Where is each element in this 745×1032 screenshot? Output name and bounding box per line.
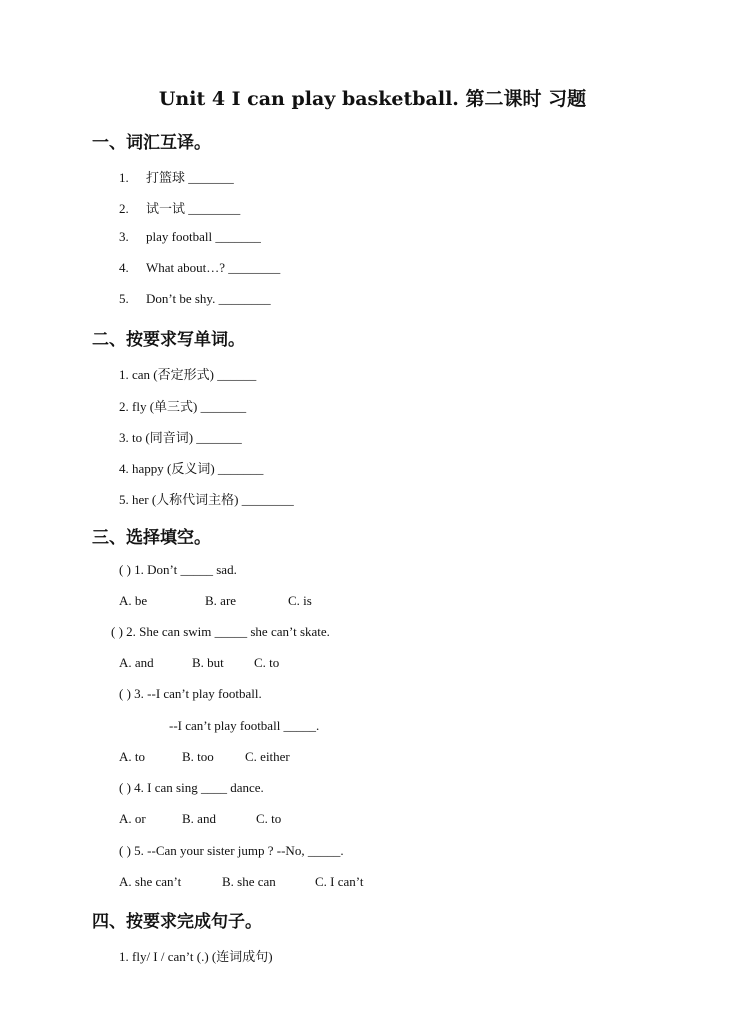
q2-option-a: A. and (119, 655, 154, 670)
section2-heading: 二、按要求写单词。 (92, 330, 245, 350)
word-item-5: 5. her (人称代词主格) ________ (119, 492, 294, 507)
q2-option-c: C. to (254, 655, 280, 670)
vocab-item-4-text: What about…? ________ (146, 260, 281, 275)
choice-question-1: ( ) 1. Don’t _____ sad. (119, 562, 237, 577)
q5-option-c: C. I can’t (315, 874, 364, 889)
q4-option-a: A. or (119, 811, 146, 826)
vocab-item-4-number: 4. (119, 260, 129, 275)
vocab-item-2-number: 2. (119, 201, 129, 216)
q1-option-a: A. be (119, 593, 148, 608)
vocab-item-1-text: 打篮球 _______ (146, 170, 234, 185)
vocab-item-1-number: 1. (119, 170, 129, 185)
choice-question-2: ( ) 2. She can swim _____ she can’t skate. (111, 624, 330, 639)
word-item-2: 2. fly (单三式) _______ (119, 399, 247, 414)
q4-option-c: C. to (256, 811, 282, 826)
section1-heading: 一、词汇互译。 (92, 133, 211, 153)
choice-question-3-line2: --I can’t play football _____. (169, 718, 320, 733)
vocab-item-5-text: Don’t be shy. ________ (146, 291, 271, 306)
word-item-4: 4. happy (反义词) _______ (119, 461, 264, 476)
section4-heading: 四、按要求完成句子。 (92, 912, 262, 932)
q5-option-a: A. she can’t (119, 874, 182, 889)
word-item-3: 3. to (同音词) _______ (119, 430, 242, 445)
vocab-item-4 (119, 260, 280, 276)
vocab-item-3-number: 3. (119, 229, 129, 244)
q3-option-c: C. either (245, 749, 290, 764)
section3-heading: 三、选择填空。 (92, 528, 211, 548)
choice-question-4: ( ) 4. I can sing ____ dance. (119, 780, 264, 795)
q1-option-c: C. is (288, 593, 312, 608)
q3-option-b: B. too (182, 749, 214, 764)
vocab-item-2 (119, 198, 240, 217)
sentence-item-1: 1. fly/ I / can’t (.) (连词成句) (119, 949, 273, 964)
page-title: Unit 4 I can play basketball. 第二课时 习题 (158, 88, 587, 110)
vocab-item-1 (119, 167, 234, 186)
vocab-item-3-text: play football _______ (146, 229, 261, 244)
choice-question-3: ( ) 3. --I can’t play football. (119, 686, 262, 701)
choice-question-5: ( ) 5. --Can your sister jump ? --No, _____. (119, 843, 344, 858)
q1-option-b: B. are (205, 593, 237, 608)
vocab-item-3 (119, 229, 261, 245)
vocab-item-5 (119, 291, 271, 307)
word-item-1: 1. can (否定形式) ______ (119, 367, 257, 382)
vocab-item-5-number: 5. (119, 291, 129, 306)
q2-option-b: B. but (192, 655, 224, 670)
q3-option-a: A. to (119, 749, 145, 764)
vocab-item-2-text: 试一试 ________ (146, 201, 241, 216)
q5-option-b: B. she can (222, 874, 276, 889)
q4-option-b: B. and (182, 811, 216, 826)
